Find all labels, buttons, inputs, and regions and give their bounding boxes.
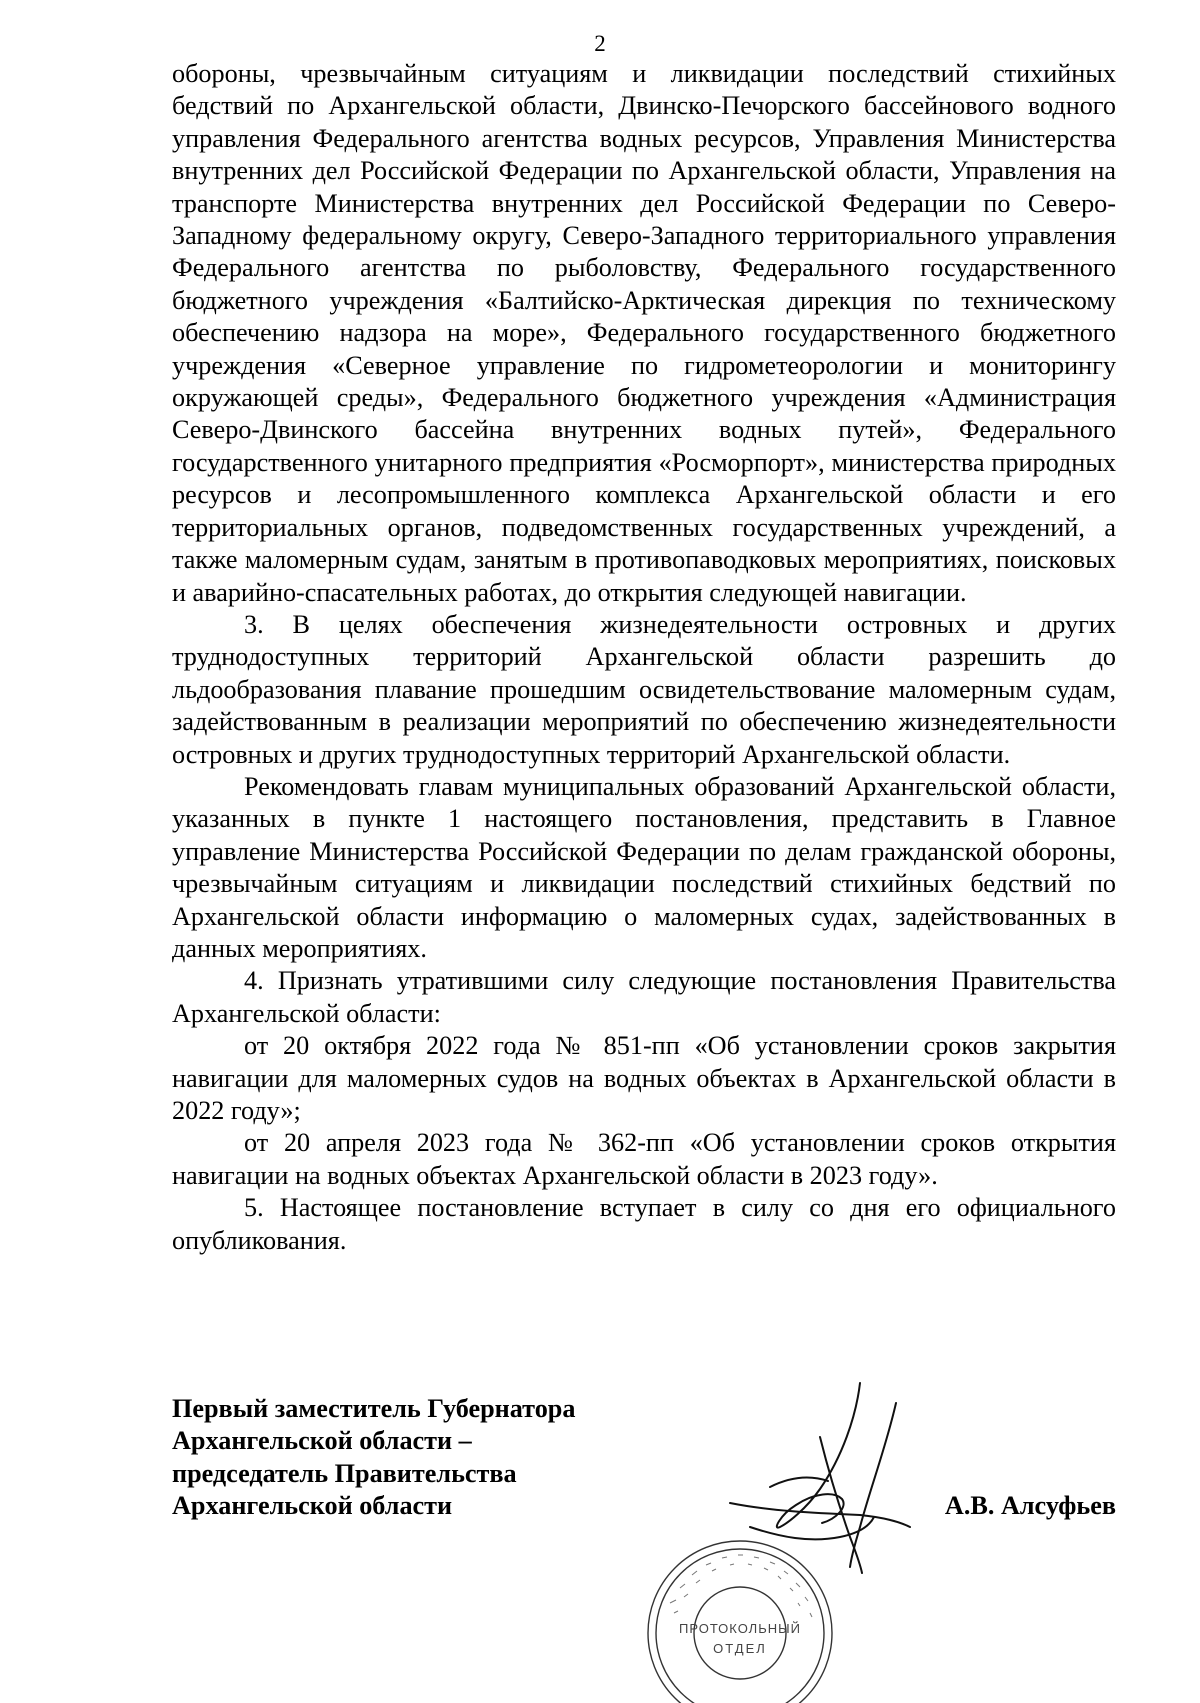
signature-block [172, 1393, 1116, 1693]
signer-title-line: Первый заместитель Губернатора [172, 1394, 576, 1423]
signer-title-line: Архангельской области – [172, 1426, 472, 1456]
paragraph-continuation: обороны, чрезвычайным ситуациям и ликвидации последствий стихийных бедствий по Архангельской области, Двинско-Печорского бассейнового водного управления Федерального агентства водных ресурсов, Управления Министерства внутренних дел Российской Федерации по Архангельской области, Управления на транспорте Министерства внутренних дел Российской Федерации по Северо-Западному федеральному округу, Северо-Западного территориального управления Федерального агентства по рыболовству, Федерального государственного бюджетного учреждения «Балтийско-Арктическая дирекция по техническому обеспечению надзора на море», Федерального государственного бюджетного учреждения «Северное управление по гидрометеорологии и мониторингу окружающей среды», Федерального бюджетного учреждения «Администрация Северо-Двинского бассейна внутренних водных путей», Федерального государственного унитарного предприятия «Росморпорт», министерства природных ресурсов и лесопромышленного комплекса Архангельской области и его территориальных органов, подведомственных государственных учреждений, а также маломерным судам, занятым в противопаводковых мероприятиях, поисковых и аварийно-спасательных работах, до открытия следующей навигации. [172, 59, 1116, 607]
signer-title-line: председатель Правительства [172, 1458, 517, 1488]
paragraph-item-3: 3. В целях обеспечения жизнедеятельности островных и других труднодоступных территорий Архангельской области разрешить до льдообразования плавание прошедшим освидетельствование маломерным судам, задействованным в реализации мероприятий по обеспечению жизнедеятельности островных и других труднодоступных территорий Архангельской области. [172, 609, 1116, 769]
signer-name: А.В. Алсуфьев [944, 1491, 1116, 1520]
signer-title-line: Архангельской области [172, 1491, 453, 1521]
document-body [172, 58, 1116, 1257]
paragraph-item-4-b: от 20 апреля 2023 года № 362-пп «Об установлении сроков открытия навигации на водных объектах Архангельской области в 2023 году». [172, 1128, 1116, 1190]
paragraph-item-5: 5. Настоящее постановление вступает в силу со дня его официального опубликования. [172, 1193, 1116, 1255]
official-seal [640, 1533, 840, 1703]
seal-center-text: ОТДЕЛ [713, 1641, 767, 1656]
paragraph-item-4: 4. Признать утратившими силу следующие постановления Правительства Архангельской области: [172, 966, 1116, 1028]
page-number: 2 [594, 31, 606, 56]
paragraph-item-4-a: от 20 октября 2022 года № 851-пп «Об установлении сроков закрытия навигации для маломерных судов на водных объектах в Архангельской области в 2022 году»; [172, 1031, 1116, 1125]
signer-title [172, 1393, 575, 1523]
seal-center-text: ПРОТОКОЛЬНЫЙ [678, 1621, 802, 1636]
paragraph-recommend: Рекомендовать главам муниципальных образований Архангельской области, указанных в пункте 1 настоящего постановления, представить в Главное управление Министерства Российской Федерации по делам гражданской обороны, чрезвычайным ситуациям и ликвидации последствий стихийных бедствий по Архангельской области информацию о маломерных судах, задействованных в данных мероприятиях. [172, 771, 1116, 963]
